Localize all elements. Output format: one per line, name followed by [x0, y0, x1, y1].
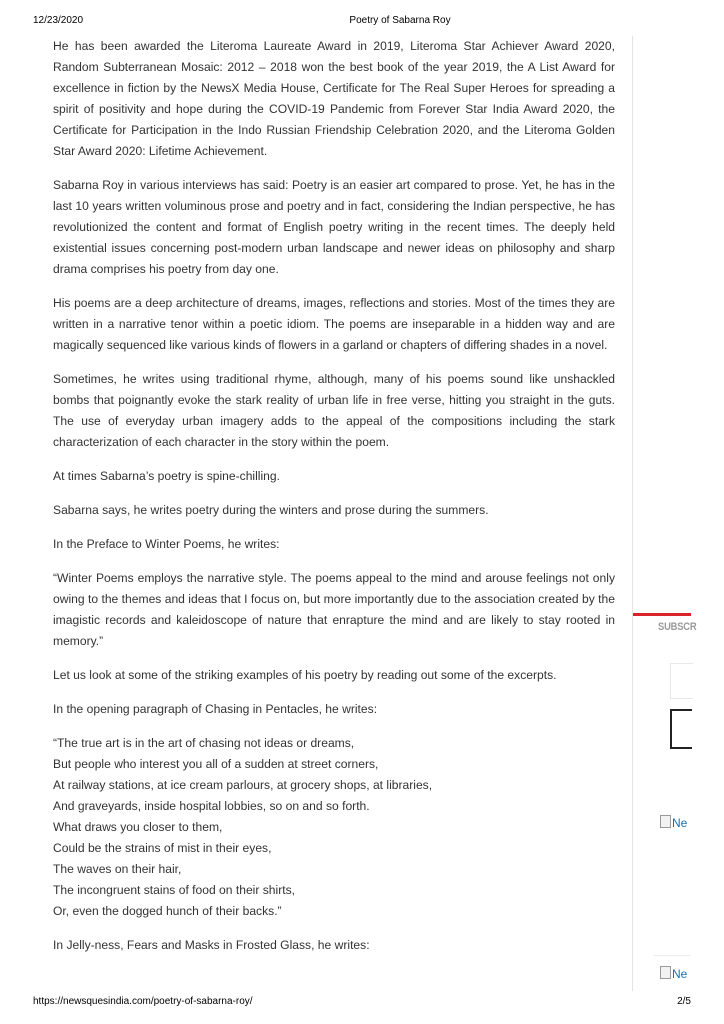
- subscribe-title: SUBSCR: [658, 621, 697, 633]
- poem-line: The incongruent stains of food on their shirts,: [53, 883, 296, 897]
- paragraph-excerpts-intro: Let us look at some of the striking examples of his poetry by reading out some of the excerpts.: [53, 668, 557, 682]
- paragraph-interviews: Sabarna Roy in various interviews has said: Poetry is an easier art compared to prose. Yet, he has in the last 10 years written voluminous prose and poetry and in fact, considering the Indian perspective, he has revolutionized the content and format of English poetry writing in the recent times. The deeply held existential issues concerning post-modern urban landscape and newer ideas on philosophy and sharp drama comprises his poetry from day one.: [53, 178, 615, 276]
- print-url: https://newsquesindia.com/poetry-of-sabarna-roy/: [33, 996, 253, 1007]
- ad-alt-text: Ne: [672, 816, 688, 830]
- subscribe-email-input[interactable]: [670, 663, 693, 699]
- print-page-number: 2/5: [677, 996, 691, 1007]
- poem-line: “The true art is in the art of chasing not ideas or dreams,: [53, 736, 355, 750]
- paragraph-awards: He has been awarded the Literoma Laureate Award in 2019, Literoma Star Achiever Award 2020, Random Subterranean Mosaic: 2012 – 2018 won the best book of the year 2019, the A List Award for excellence in fiction by the NewsX Media House, Certificate for The Real Super Heroes for spreading a spirit of positivity and hope during the COVID-19 Pandemic from Forever Star India Award 2020, the Certificate for Participation in the Indo Russian Friendship Celebration 2020, and the Literoma Golden Star Award 2020: Lifetime Achievement.: [53, 39, 615, 158]
- sidebar-ad-image[interactable]: [660, 815, 691, 833]
- paragraph-preface-quote: “Winter Poems employs the narrative style. The poems appeal to the mind and arouse feelings not only owing to the themes and ideas that I focus on, but more importantly due to the association created by the imagistic records and kaleidoscope of nature that enrapture the mind and are likely to stay rooted in memory.”: [53, 571, 615, 648]
- subscribe-button[interactable]: [670, 709, 692, 749]
- print-date: 12/23/2020: [33, 15, 84, 26]
- paragraph-jelly-intro: In Jelly-ness, Fears and Masks in Frosted Glass, he writes:: [53, 938, 370, 952]
- paragraph-architecture: His poems are a deep architecture of dreams, images, reflections and stories. Most of the times they are written in a narrative tenor within a poetic idiom. The poems are inseparable in a hidden way and are magically sequenced like various kinds of flowers in a garland or chapters of differing shades in a novel.: [53, 296, 615, 352]
- broken-image-icon: [660, 966, 671, 979]
- poem-line: What draws you closer to them,: [53, 820, 223, 834]
- sidebar-divider: [653, 955, 691, 956]
- poem-line: But people who interest you all of a sudden at street corners,: [53, 757, 379, 771]
- sidebar: [633, 0, 697, 1024]
- article-body: [53, 36, 615, 969]
- print-page-title: Poetry of Sabarna Roy: [349, 15, 451, 26]
- poem-line: And graveyards, inside hospital lobbies, so on and so forth.: [53, 799, 370, 813]
- broken-image-icon: [660, 815, 671, 828]
- subscribe-accent-bar: [633, 613, 691, 616]
- poem-line: Or, even the dogged hunch of their backs.”: [53, 904, 282, 918]
- poem-line: At railway stations, at ice cream parlours, at grocery shops, at libraries,: [53, 778, 433, 792]
- poem-line: Could be the strains of mist in their eyes,: [53, 841, 272, 855]
- poem-line: The waves on their hair,: [53, 862, 182, 876]
- paragraph-preface-intro: In the Preface to Winter Poems, he writes:: [53, 537, 280, 551]
- paragraph-chasing-intro: In the opening paragraph of Chasing in Pentacles, he writes:: [53, 702, 378, 716]
- sidebar-ad-image[interactable]: [660, 966, 691, 984]
- poem-excerpt: [53, 733, 615, 922]
- paragraph-winters: Sabarna says, he writes poetry during the winters and prose during the summers.: [53, 503, 489, 517]
- ad-alt-text: Ne: [672, 967, 688, 981]
- paragraph-spine-chilling: At times Sabarna’s poetry is spine-chilling.: [53, 469, 280, 483]
- paragraph-rhyme: Sometimes, he writes using traditional rhyme, although, many of his poems sound like unshackled bombs that poignantly evoke the stark reality of urban life in free verse, hitting you straight in the guts. The use of everyday urban imagery adds to the appeal of the compositions including the stark characterization of each character in the story within the poem.: [53, 372, 615, 449]
